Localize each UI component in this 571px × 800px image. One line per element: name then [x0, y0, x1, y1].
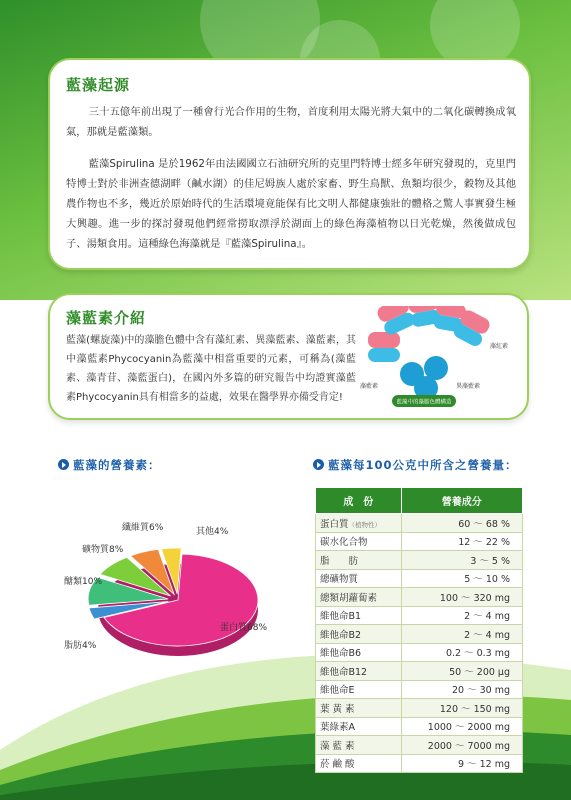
ingredient-name: 蛋白質: [320, 518, 349, 530]
ingredient-name: 維他命E: [320, 685, 355, 697]
ingredient-name: 葉綠素A: [320, 722, 355, 734]
origin-card: [48, 58, 531, 270]
phycocyanin-paragraph: 藍藻(螺旋藻)中的藻膽色體中含有藻紅素、異藻藍素、藻藍素，其中藻藍素Phycocyanin為藍藻中相當重要的元素，可稱為(藻藍素、藻青苷、藻藍蛋白)，在國內外多篇的研究報告中均證實藻藍素Phycocyanin具有相當多的益處，效果在醫學界亦備受肯定!: [66, 335, 356, 403]
amount-cell: 50 ～ 200 μg: [401, 662, 522, 681]
table-row: [316, 532, 523, 551]
phycobilisome-diagram: [360, 306, 510, 410]
label-phycocyanin: 藻藍素: [360, 383, 379, 390]
nutrients-title: 藍藻的營養素：: [58, 457, 161, 473]
ingredient-cell: [316, 625, 402, 644]
ingredient-cell: [316, 532, 402, 551]
amount-cell: 120 ～ 150 mg: [401, 699, 522, 718]
ingredient-cell: [316, 643, 402, 662]
ingredient-cell: [316, 514, 402, 533]
phycocyanin-title: 藻藍素介紹: [66, 309, 147, 327]
disc-stacks: [368, 306, 492, 362]
table-row: [316, 551, 523, 570]
amount-cell: 20 ～ 30 mg: [401, 680, 522, 699]
ingredient-name: 總類胡蘿蔔素: [320, 592, 378, 604]
amount-cell: 1000 ～ 2000 mg: [401, 717, 522, 736]
amount-cell: 2000 ～ 7000 mg: [401, 736, 522, 755]
origin-paragraph-1: 三十五億年前出現了一種會行光合作用的生物，首度利用太陽光將大氣中的二氧化碳轉換成氧氣，那就是藍藻類。: [66, 106, 516, 138]
pie-label-5: 其他4%: [196, 527, 229, 537]
table-row: [316, 569, 523, 588]
ingredient-name: 維他命B12: [320, 666, 368, 678]
ingredient-name: 葉 黃 素: [320, 703, 355, 715]
ingredient-cell: [316, 754, 402, 773]
ingredient-cell: [316, 569, 402, 588]
table-row: [316, 514, 523, 533]
play-bullet-icon: [313, 459, 324, 470]
table-row: [316, 606, 523, 625]
nutrient-pie-chart: [60, 490, 290, 670]
amount-cell: 60 ～ 68 %: [401, 514, 522, 533]
amount-cell: 3 ～ 5 %: [401, 551, 522, 570]
nutrition-table: [315, 487, 523, 773]
label-allophycocyanin: 異藻藍素: [456, 383, 481, 390]
ingredient-cell: [316, 699, 402, 718]
pie-label-0: 蛋白質68%: [220, 623, 268, 633]
table-row: [316, 736, 523, 755]
ingredient-name: 維他命B2: [320, 629, 362, 641]
ingredient-name: 維他命B1: [320, 611, 362, 623]
ingredient-note: （植物性）: [348, 520, 382, 529]
ingredient-cell: [316, 551, 402, 570]
ingredient-name: 菸 鹼 酸: [320, 759, 355, 771]
table-header-row: [316, 488, 523, 514]
table-row: [316, 754, 523, 773]
pie-label-4: 纖維質6%: [122, 523, 164, 533]
ingredient-name: 藻 藍 素: [320, 740, 355, 752]
amount-cell: 5 ～ 10 %: [401, 569, 522, 588]
label-phycoerythrin: 藻紅素: [490, 343, 509, 350]
table-row: [316, 662, 523, 681]
header-amount: 營養成分: [401, 488, 522, 514]
pie-label-2: 醣類10%: [64, 577, 103, 587]
table-row: [316, 643, 523, 662]
amount-cell: 2 ～ 4 mg: [401, 625, 522, 644]
ingredient-cell: [316, 680, 402, 699]
diagram-caption: 藍藻中的藻膽色體構造: [396, 399, 452, 406]
nutrition-table-title: 藍藻每100公克中所含之營養量：: [313, 457, 518, 473]
ingredient-name: 總礦物質: [320, 574, 359, 586]
table-row: [316, 717, 523, 736]
amount-cell: 12 ～ 22 %: [401, 532, 522, 551]
ingredient-name: 維他命B6: [320, 648, 362, 660]
amount-cell: 2 ～ 4 mg: [401, 606, 522, 625]
amount-cell: 0.2 ～ 0.3 mg: [401, 643, 522, 662]
amount-cell: 100 ～ 320 mg: [401, 588, 522, 607]
pie-label-1: 脂肪4%: [64, 641, 97, 651]
amount-cell: 9 ～ 12 mg: [401, 754, 522, 773]
table-row: [316, 680, 523, 699]
table-row: [316, 588, 523, 607]
ingredient-cell: [316, 662, 402, 681]
ingredient-cell: [316, 717, 402, 736]
header-ingredient: 成 份: [316, 488, 402, 514]
table-row: [316, 699, 523, 718]
origin-paragraph-2: 藍藻Spirulina 是於1962年由法國國立石油研究所的克里門特博士經多年研究發現的，克里門特博士對於非洲查德湖畔（鹹水湖）的佳尼姆族人處於家畜、野生鳥獸、魚類均很少，穀物及其他農作物也不多，幾近於原始時代的生活環境竟能保有比文明人都健康強壯的體格之驚人事實發生極大興趣。進一步的探討發現他們經常撈取漂浮於湖面上的綠色海藻植物以日光乾燥，然後做成包子、湯類食用。這種綠色海藻就是『藍藻Spirulina』。: [66, 158, 516, 250]
origin-title: 藍藻起源: [66, 76, 131, 94]
ingredient-cell: [316, 606, 402, 625]
table-row: [316, 625, 523, 644]
play-bullet-icon: [58, 459, 69, 470]
ingredient-name: 脂 肪: [320, 555, 359, 567]
ingredient-cell: [316, 736, 402, 755]
ingredient-name: 碳水化合物: [320, 537, 368, 549]
pie-label-3: 礦物質8%: [82, 545, 124, 555]
ingredient-cell: [316, 588, 402, 607]
